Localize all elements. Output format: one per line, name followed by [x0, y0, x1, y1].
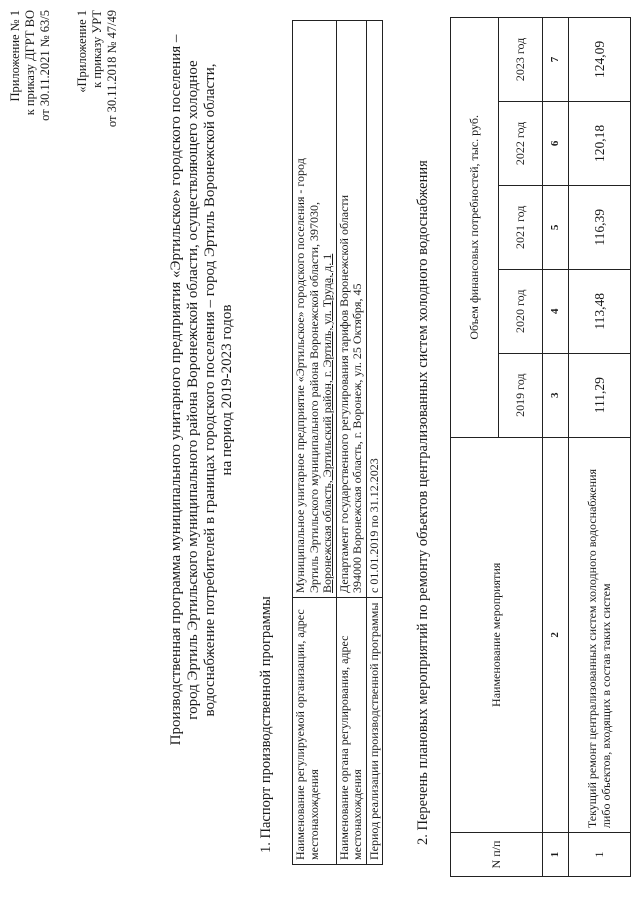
passport-label: Период реализации производственной программы	[366, 598, 383, 865]
table-row	[293, 21, 337, 865]
table-header-row	[451, 18, 499, 877]
appendix-2-line2: к приказу УРТ	[90, 10, 104, 88]
title-line3: водоснабжение потребителей в границах городского поселения – город Эртиль Воронежской области,	[202, 63, 218, 717]
colnum: 7	[543, 18, 569, 102]
header-year: 2021 год	[499, 185, 543, 269]
appendix-2-block	[75, 10, 120, 265]
table-colnum-row	[543, 18, 569, 877]
table-row	[366, 21, 383, 865]
header-year: 2023 год	[499, 18, 543, 102]
row-value: 113,48	[569, 269, 631, 353]
colnum: 3	[543, 353, 569, 437]
section-1-heading: 1. Паспорт производственной программы	[258, 596, 274, 853]
colnum: 5	[543, 185, 569, 269]
row-num: 1	[569, 833, 631, 877]
measures-table	[450, 17, 631, 877]
passport-label: Наименование регулируемой организации, адрес местонахождения	[293, 598, 337, 865]
title-line1: Производственная программа муниципального унитарного предприятия «Эртильское» городского поселения –	[168, 34, 184, 746]
table-row	[569, 18, 631, 877]
colnum: 1	[543, 833, 569, 877]
row-name-line: либо объектов, входящих в состав таких систем	[598, 583, 613, 829]
passport-value-line: Эртиль Эртильского муниципального района Воронежской области, 397030,	[306, 202, 321, 593]
passport-table	[292, 20, 383, 865]
header-year: 2020 год	[499, 269, 543, 353]
header-year: 2019 год	[499, 353, 543, 437]
header-name: Наименование мероприятия	[451, 437, 543, 832]
passport-value	[336, 21, 366, 598]
appendix-1-line3: от 30.11.2021 № 63/5	[38, 10, 52, 121]
row-name-line: Текущий ремонт централизованных систем холодного водоснабжения	[585, 468, 599, 829]
title-line4: на период 2019-2023 годов	[219, 304, 235, 476]
header-volume: Объем финансовых потребностей, тыс. руб.	[451, 18, 499, 438]
passport-label: Наименование органа регулирования, адрес местонахождения	[336, 598, 366, 865]
colnum: 6	[543, 101, 569, 185]
colnum: 4	[543, 269, 569, 353]
passport-value-line: с 01.01.2019 по 31.12.2023	[366, 458, 381, 593]
appendix-2-line3: от 30.11.2018 № 47/49	[105, 10, 119, 128]
appendix-1-line2: к приказу ДГРТ ВО	[23, 10, 37, 116]
title-line2: город Эртиль Эртильского муниципального района Воронежской области, осуществляющего холодное	[185, 60, 201, 720]
row-value: 116,39	[569, 185, 631, 269]
appendix-1-line1: Приложение № 1	[8, 10, 22, 102]
appendix-2-line1: «Приложение 1	[75, 10, 89, 93]
document-title	[168, 5, 236, 775]
passport-value-line: Воронежская область, Эртильский район, г. Эртиль, ул. Труда, д. 1	[320, 253, 334, 593]
row-value: 120,18	[569, 101, 631, 185]
header-num: N п/п	[451, 833, 543, 877]
passport-value-line: Муниципальное унитарное предприятие «Эртильское» городского поселения - город	[293, 158, 307, 593]
colnum: 2	[543, 437, 569, 832]
row-value: 111,29	[569, 353, 631, 437]
passport-value	[293, 21, 337, 598]
passport-value-line: Департамент государственного регулирования тарифов Воронежской области	[336, 194, 351, 593]
table-row	[336, 21, 366, 865]
row-value: 124,09	[569, 18, 631, 102]
row-name	[569, 437, 631, 832]
passport-value-line: 394000 Воронежская область, г. Воронеж, ул. 25 Октября, 45	[350, 283, 364, 593]
header-year: 2022 год	[499, 101, 543, 185]
passport-value	[366, 21, 383, 598]
appendix-1-block	[8, 10, 53, 265]
section-2-heading: 2. Перечень плановых мероприятий по ремонту объектов централизованных систем холодного водоснабжения	[415, 160, 431, 845]
